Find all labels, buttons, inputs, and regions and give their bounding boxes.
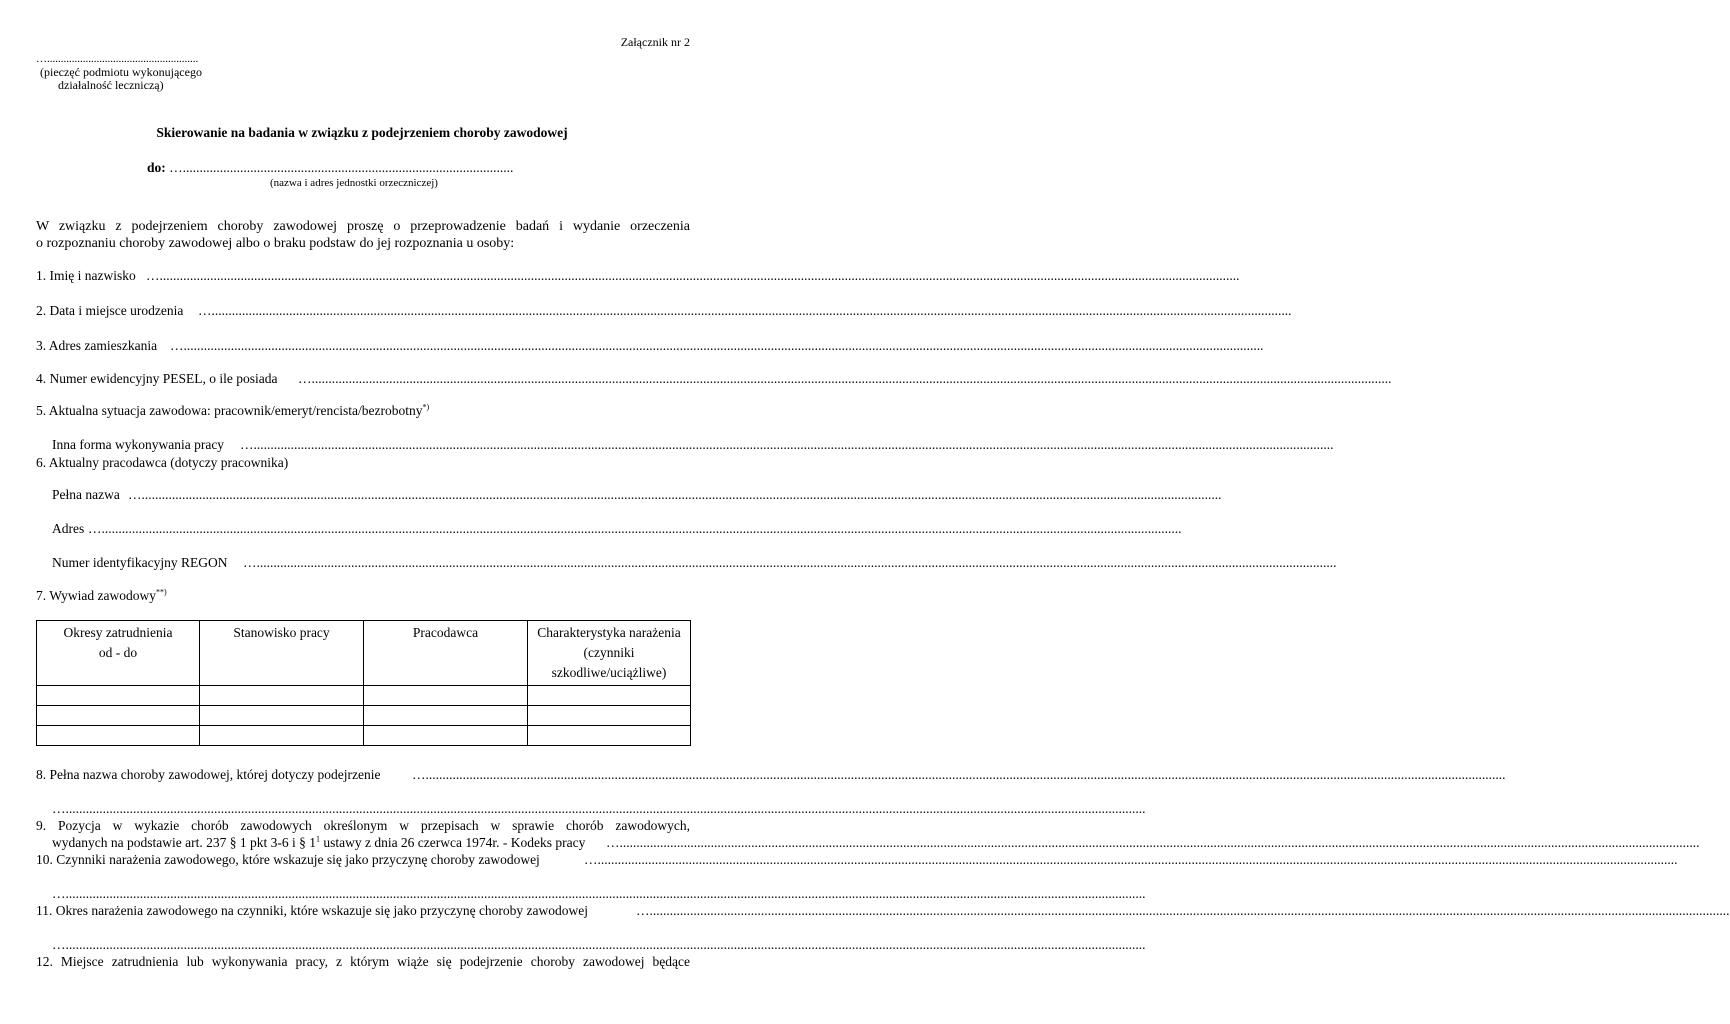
table-cell[interactable]: [364, 726, 528, 746]
footnote-marker-1: *): [422, 402, 430, 412]
field-12-label: 12. Miejsce zatrudnienia lub wykonywania pracy, z którym wiąże się podejrzenie choroby zawodowej będące: [36, 954, 690, 969]
header-exposure-line1: Charakterystyka narażenia: [537, 625, 681, 640]
table-cell[interactable]: [528, 686, 691, 706]
field-6-regon-line[interactable]: …................................................................................................................................................................................................................................................................................................................................: [243, 555, 1337, 570]
intro-line1: W związku z podejrzeniem choroby zawodowej proszę o przeprowadzenie badań i wydanie orzeczenia: [36, 219, 690, 234]
field-11-label: 11. Okres narażenia zawodowego na czynniki, które wskazuje się jako przyczynę choroby zawodowej: [36, 903, 589, 918]
to-label: do:: [147, 160, 166, 175]
header-position: Stanowisko pracy: [200, 621, 364, 686]
field-1-label: 1. Imię i nazwisko: [36, 268, 136, 283]
stamp-dots: ….......................................................: [36, 53, 199, 65]
field-2-line[interactable]: …................................................................................................................................................................................................................................................................................................................................: [198, 303, 1292, 318]
field-2-label: 2. Data i miejsce urodzenia: [36, 303, 184, 318]
header-employer: Pracodawca: [364, 621, 528, 686]
field-9-line1: 9. Pozycja w wykazie chorób zawodowych określonym w przepisach w sprawie chorób zawodowych,: [36, 818, 690, 833]
field-11-line[interactable]: …................................................................................................................................................................................................................................................................................................................................: [636, 903, 1730, 918]
field-8-line[interactable]: …................................................................................................................................................................................................................................................................................................................................: [412, 767, 1506, 782]
field-9-line2-a: wydanych na podstawie art. 237 § 1 pkt 3-6 i § 1: [52, 835, 316, 850]
field-6-name-line[interactable]: …................................................................................................................................................................................................................................................................................................................................: [128, 487, 1222, 502]
header-employment-period-line2: od - do: [98, 645, 138, 660]
header-exposure-line3: szkodliwe/uciążliwe): [551, 665, 667, 680]
document-title: Skierowanie na badania w związku z podejrzeniem choroby zawodowej: [156, 125, 568, 140]
table-header-row: [37, 621, 691, 686]
field-8-label: 8. Pełna nazwa choroby zawodowej, której dotyczy podejrzenie: [36, 767, 381, 782]
field-4-label: 4. Numer ewidencyjny PESEL, o ile posiada: [36, 371, 278, 386]
field-9-line[interactable]: …................................................................................................................................................................................................................................................................................................................................: [606, 835, 1700, 850]
field-3-label: 3. Adres zamieszkania: [36, 338, 158, 353]
field-6-name-label: Pełna nazwa: [52, 487, 120, 502]
header-employment-period: [37, 621, 200, 686]
field-7-text: 7. Wywiad zawodowy: [36, 588, 157, 603]
table-cell[interactable]: [528, 726, 691, 746]
field-11-line2[interactable]: …................................................................................................................................................................................................................................................................................................................................: [52, 937, 1146, 952]
header-exposure-line2: (czynniki: [583, 645, 635, 660]
paragraph-superscript: 1: [315, 834, 320, 844]
field-1-line[interactable]: …................................................................................................................................................................................................................................................................................................................................: [146, 268, 1240, 283]
stamp-label-line1: (pieczęć podmiotu wykonującego: [40, 65, 202, 79]
table-cell[interactable]: [200, 686, 364, 706]
footnote-marker-2: **): [156, 587, 167, 597]
header-exposure: [528, 621, 691, 686]
table-cell[interactable]: [364, 706, 528, 726]
field-5-other-line[interactable]: …................................................................................................................................................................................................................................................................................................................................: [240, 437, 1334, 452]
table-cell[interactable]: [37, 706, 200, 726]
field-10-line2[interactable]: …................................................................................................................................................................................................................................................................................................................................: [52, 886, 1146, 901]
field-6-regon-label: Numer identyfikacyjny REGON: [52, 555, 228, 570]
stamp-label-line2: działalność leczniczą): [58, 78, 164, 92]
to-dots[interactable]: …..................................................................................................: [169, 160, 514, 175]
table-cell[interactable]: [528, 706, 691, 726]
field-6-label: 6. Aktualny pracodawca (dotyczy pracownika): [36, 455, 289, 470]
field-6-address-label: Adres: [52, 521, 85, 536]
table-row: [37, 726, 691, 746]
table-row: [37, 706, 691, 726]
field-9-line2-b: ustawy z dnia 26 czerwca 1974r. - Kodeks pracy: [319, 835, 586, 850]
table-cell[interactable]: [37, 686, 200, 706]
table-cell[interactable]: [200, 726, 364, 746]
table-cell[interactable]: [200, 706, 364, 726]
field-7-label: [36, 588, 167, 604]
attachment-label: Załącznik nr 2: [620, 35, 690, 49]
field-6-address-line[interactable]: …................................................................................................................................................................................................................................................................................................................................: [88, 521, 1182, 536]
field-10-line[interactable]: …................................................................................................................................................................................................................................................................................................................................: [584, 852, 1678, 867]
field-10-label: 10. Czynniki narażenia zawodowego, które wskazuje się jako przyczynę choroby zawodowej: [36, 852, 540, 867]
table-cell[interactable]: [364, 686, 528, 706]
to-hint: (nazwa i adres jednostki orzeczniczej): [270, 177, 438, 189]
field-8-line2[interactable]: …................................................................................................................................................................................................................................................................................................................................: [52, 801, 1146, 816]
field-4-line[interactable]: …................................................................................................................................................................................................................................................................................................................................: [298, 371, 1392, 386]
field-5-other-label: Inna forma wykonywania pracy: [52, 437, 225, 452]
table-row: [37, 686, 691, 706]
intro-line2: o rozpoznaniu choroby zawodowej albo o braku podstaw do jej rozpoznania u osoby:: [36, 236, 515, 251]
table-cell[interactable]: [37, 726, 200, 746]
occupational-history-table: [36, 620, 691, 746]
field-3-line[interactable]: …................................................................................................................................................................................................................................................................................................................................: [170, 338, 1264, 353]
field-5-text: 5. Aktualna sytuacja zawodowa: pracownik/emeryt/rencista/bezrobotny: [36, 403, 423, 418]
field-9-line2: [52, 835, 585, 851]
header-employment-period-line1: Okresy zatrudnienia: [63, 625, 173, 640]
field-5-label: [36, 403, 429, 419]
